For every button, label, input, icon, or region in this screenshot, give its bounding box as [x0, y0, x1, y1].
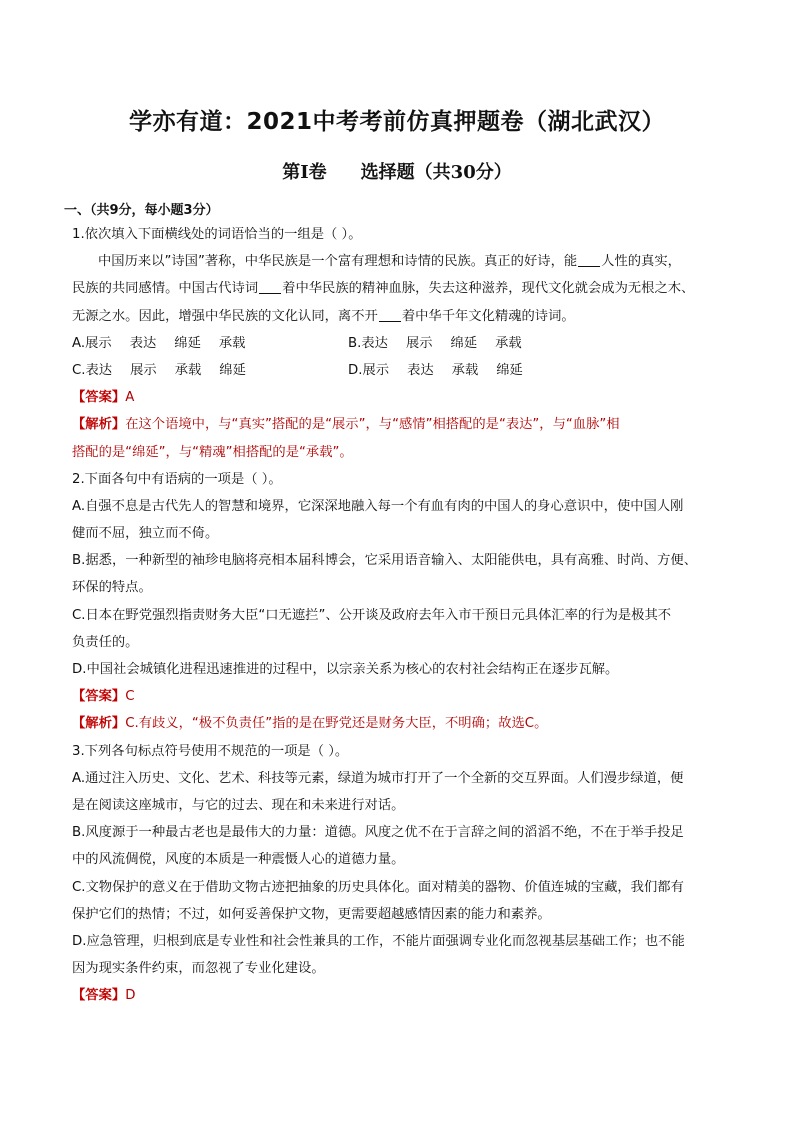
fill-blank	[259, 279, 281, 294]
section-heading: 一、（共9分，每小题3分）	[64, 203, 219, 218]
answer-tag: 【答案】	[72, 689, 126, 705]
part-label: 第Ⅰ卷	[282, 162, 327, 183]
q1-passage-line: 民族的共同感情。中国古代诗词 着中华民族的精神血脉，失去这种滋养，现代文化就会成为无根之木、	[72, 281, 695, 297]
answer-value: D	[125, 988, 136, 1004]
q3-option-line: B.风度源于一种最古老也是最伟大的力量：道德。风度之优不在于言辞之间的滔滔不绝，不在于举手投足	[72, 825, 684, 841]
question-content	[72, 221, 722, 1009]
q3-option-line: A.通过注入历史、文化、艺术、科技等元素，绿道为城市打开了一个全新的交互界面。人们漫步绿道，便	[72, 770, 684, 786]
q1-stem: 1.依次填入下面横线处的词语恰当的一组是（ ）。	[72, 227, 362, 242]
q1-analysis: 【解析】在这个语境中，与“真实”搭配的是“展示”，与“感情”相搭配的是“表达”，与“血脉”相	[72, 417, 620, 433]
q3-option-line: 因为现实条件约束，而忽视了专业化建设。	[72, 961, 325, 977]
part-name: 选择题（共30分）	[360, 162, 512, 183]
option-a: A.展示 表达 绵延 承载	[72, 335, 246, 351]
q1-passage-line: 中国历来以”诗国”著称，中华民族是一个富有理想和诗情的民族。真正的好诗，能 人性的真实，	[98, 254, 681, 270]
q3-option-line: 是在阅读这座城市，与它的过去、现在和未来进行对话。	[72, 797, 405, 813]
q2-analysis: 【解析】C.有歧义，“极不负责任”指的是在野党还是财务大臣，不明确；故选C。	[72, 716, 548, 732]
analysis-tag: 【解析】	[72, 716, 126, 732]
page-title: 学亦有道：2021中考考前仿真押题卷（湖北武汉）	[128, 109, 665, 135]
q1-analysis-cont: 搭配的是“绵延”，与“精魂”相搭配的是“承载”。	[72, 444, 353, 460]
q1-options-row	[72, 330, 722, 357]
q1-options-row	[72, 357, 722, 384]
q3-stem: 3.下列各句标点符号使用不规范的一项是（ ）。	[72, 743, 349, 759]
q2-option-line: A.自强不息是古代先人的智慧和境界，它深深地融入每一个有血有肉的中国人的身心意识中，使中国人刚	[72, 498, 684, 514]
q1-passage-line: 无源之水。因此，增强中华民族的文化认同，离不开 着中华千年文化精魂的诗词。	[72, 308, 575, 324]
q2-answer	[72, 683, 722, 710]
option-c: C.表达 展示 承载 绵延	[72, 362, 246, 378]
q3-option-line: D.应急管理，归根到底是专业性和社会性兼具的工作，不能片面强调专业化而忽视基层基础工作；也不能	[72, 933, 685, 949]
part-heading	[0, 158, 794, 184]
option-d: D.展示 表达 承载 绵延	[348, 362, 523, 378]
q2-option-line: 负责任的。	[72, 634, 139, 650]
q2-stem: 2.下面各句中有语病的一项是（ ）。	[72, 471, 282, 487]
q2-option-line: 环保的特点。	[72, 580, 152, 596]
q3-answer	[72, 982, 722, 1009]
q3-option-line: C.文物保护的意义在于借助文物古迹把抽象的历史具体化。面对精美的器物、价值连城的宝藏，我们都有	[72, 879, 684, 895]
answer-tag: 【答案】	[72, 390, 126, 406]
q3-option-line: 中的风流倜傥，风度的本质是一种震慑人心的道德力量。	[72, 852, 405, 868]
answer-value: C	[125, 689, 135, 705]
analysis-tag: 【解析】	[72, 417, 126, 433]
q2-option-line: B.据悉，一种新型的袖珍电脑将亮相本届科博会，它采用语音输入、太阳能供电，具有高雅、时尚、方便、	[72, 553, 698, 569]
q2-option-line: 健而不屈，独立而不倚。	[72, 526, 219, 542]
q2-option-line: D.中国社会城镇化进程迅速推进的过程中，以宗亲关系为核心的农村社会结构正在逐步瓦解。	[72, 662, 619, 677]
fill-blank	[379, 307, 401, 322]
q1-answer	[72, 384, 722, 411]
q3-option-line: 保护它们的热情；不过，如何妥善保护文物，更需要超越感情因素的能力和素养。	[72, 906, 551, 922]
answer-tag: 【答案】	[72, 988, 126, 1004]
option-b: B.表达 展示 绵延 承载	[348, 335, 522, 351]
q2-option-line: C.日本在野党强烈指责财务大臣“口无遮拦”、公开谈及政府去年入市干预日元具体汇率的行为是极其不	[72, 607, 672, 623]
fill-blank	[578, 252, 600, 267]
answer-value: A	[125, 390, 135, 406]
